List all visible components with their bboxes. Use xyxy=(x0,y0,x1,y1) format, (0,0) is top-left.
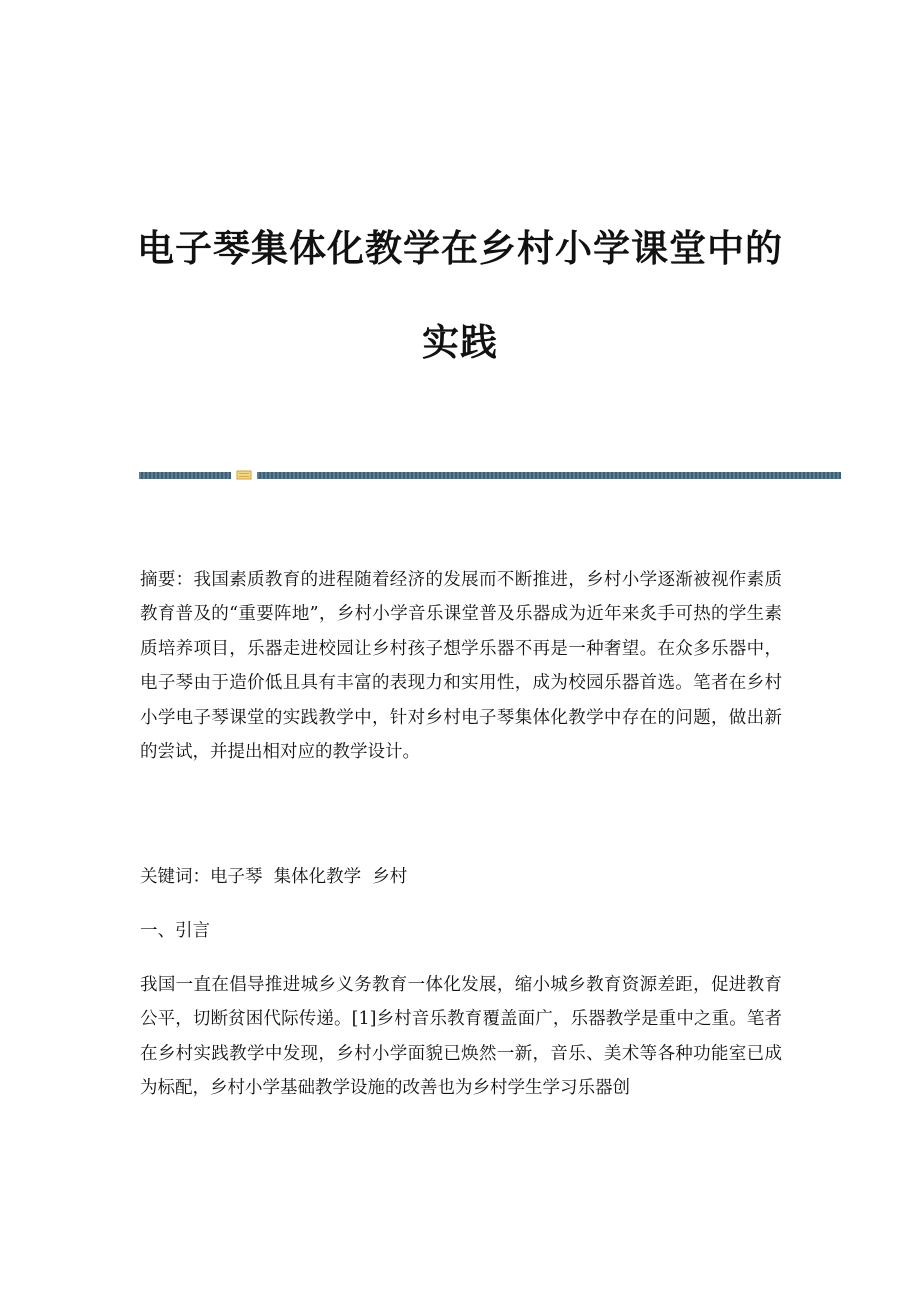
document-title-line-2: 实践 xyxy=(422,321,498,364)
keywords-block xyxy=(140,860,782,894)
title-divider xyxy=(139,469,841,481)
intro-block xyxy=(140,968,782,1106)
intro-paragraph: 我国一直在倡导推进城乡义务教育一体化发展，缩小城乡教育资源差距，促进教育公平，切断贫困代际传递。[1]乡村音乐教育覆盖面广，乐器教学是重中之重。笔者在乡村实践教学中发现，乡村小学面貌已焕然一新，音乐、美术等各种功能室已成为标配，乡村小学基础教学设施的改善也为乡村学生学习乐器创 xyxy=(140,975,782,1099)
section-heading: 一、引言 xyxy=(140,921,210,941)
divider-ornament-icon xyxy=(236,469,252,481)
divider-right-bar xyxy=(257,472,841,479)
keywords-line: 关键词：电子琴 集体化教学 乡村 xyxy=(140,867,408,887)
document-title-line-1: 电子琴集体化教学在乡村小学课堂中的 xyxy=(137,227,783,270)
abstract-paragraph: 摘要：我国素质教育的进程随着经济的发展而不断推进，乡村小学逐渐被视作素质教育普及的“重要阵地”，乡村小学音乐课堂普及乐器成为近年来炙手可热的学生素质培养项目，乐器走进校园让乡村孩子想学乐器不再是一种奢望。在众多乐器中，电子琴由于造价低且具有丰富的表现力和实用性，成为校园乐器首选。笔者在乡村小学电子琴课堂的实践教学中，针对乡村电子琴集体化教学中存在的问题，做出新的尝试，并提出相对应的教学设计。 xyxy=(140,570,782,763)
divider-left-bar xyxy=(139,472,231,479)
abstract-block xyxy=(140,563,782,769)
section-heading-block xyxy=(140,914,782,948)
